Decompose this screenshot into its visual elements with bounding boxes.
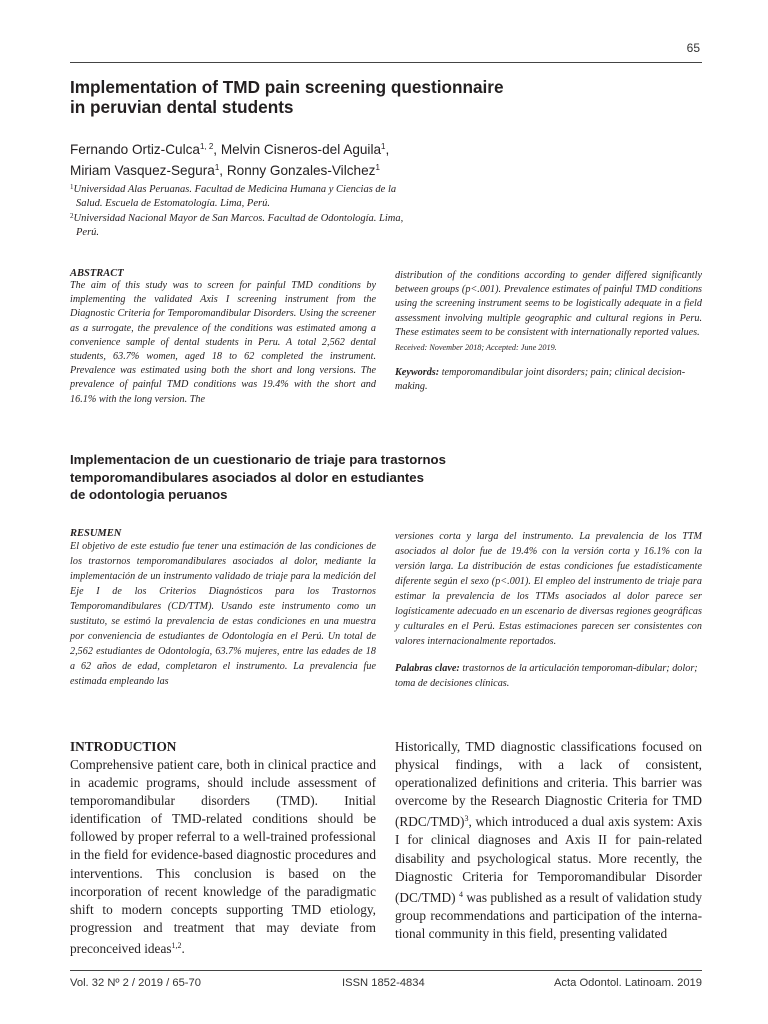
resumen-text-left: El objetivo de este estudio fue tener una estimación de las condiciones de los trastornos temporomandibulares asociados al dolor, mediante la implementación de un instrumento validado de triaje para la medición del Eje I de los Criterios Diagnósticos para los Trastornos Temporomandibulares (CD/TTM). Usando este instrumento como un sustituto, se estimó la prevalencia de estas condiciones en una muestra por conveniencia de estudiantes de Odontología en el Perú. Un total de 2,562 estudiantes de Odontología, 63.7% mujeres, entre las edades de 18 a 62 años de edad, completaron el instrumento. La prevalencia fue estimada empleando las	[70, 541, 376, 687]
author-list	[70, 138, 630, 180]
resumen-right-column	[395, 529, 702, 691]
title-es-line-3: de odontologia peruanos	[70, 487, 228, 502]
citation-ref: 3	[464, 814, 469, 824]
introduction-text: Historically, TMD diagnostic classifications focused on physical findings, with a lack of consistent, operationalized definitions and criteria. This barrier was overcome by the Research Diagnostic Criteria for TMD (RDC/TMD)	[395, 739, 702, 830]
footer-issn: ISSN 1852-4834	[342, 977, 425, 989]
resumen-heading: RESUMEN	[70, 528, 122, 539]
citation-ref: 1,2	[171, 940, 182, 950]
author-name: Miriam Vasquez-Segura	[70, 163, 215, 178]
affiliations	[70, 181, 410, 239]
title-line-1: Implementation of TMD pain screening questionnaire	[70, 77, 504, 97]
affiliation-text: Universidad Alas Peruanas. Facultad de Medicina Humana y Ciencias de la Salud. Escuela de Estomatología. Lima, Perú.	[73, 184, 397, 209]
abstract-left-column	[70, 268, 376, 407]
introduction-paragraph-2	[395, 738, 702, 943]
page-number: 65	[686, 41, 700, 55]
palabras-clave-text: trastornos de la articulación temporoman-dibular; dolor; toma de decisiones clínicas.	[395, 663, 698, 689]
footer-volume: Vol. 32 Nº 2 / 2019 / 65-70	[70, 977, 201, 989]
introduction-text: was published as a result of validation study group recommendations and participation of the interna-tional community in this field, presenting validated	[395, 889, 702, 941]
resumen-text-right: versiones corta y larga del instrumento. La prevalencia de los TTM asociados al dolor fue de 19.4% con la versión corta y 16.1% con la versión larga. La distribución de estas condiciones fue estadísticamente diferente según el sexo (p<.001). El empleo del instrumento de triaje para estimar la prevalencia de los TTMs asociados al dolor parece ser logísticamente adecuado en un escenario de diversas regiones geográficas y culturales en el Perú. Estas estimaciones parecen ser consistentes con valores internacionalmente reportados.	[395, 531, 702, 647]
received-accepted-dates: Received: November 2018; Accepted: June 2019.	[395, 343, 557, 353]
introduction-heading: INTRODUCTION	[70, 739, 177, 754]
author-line-2	[70, 159, 630, 180]
author-affil-ref: 1	[381, 142, 386, 151]
keywords-label: Keywords:	[395, 367, 440, 379]
affiliation-item	[70, 210, 410, 239]
article-title-spanish	[70, 451, 590, 504]
introduction-left-column	[70, 738, 376, 958]
abstract-right-column	[395, 269, 702, 394]
header-rule	[70, 62, 702, 63]
footer-rule	[70, 970, 702, 971]
article-title-english	[70, 77, 630, 117]
introduction-text: Comprehensive patient care, both in clinical practice and in academic programs, should include assessment of temporomandibular disorders (TMD). Initial identification of TMD-related conditions should be followed by proper referral to a well-trained professional in the field for evidence-based diagnostic procedures and interventions. This conclusion is based on the incorporation of recent knowledge of the paradigmatic shift to modern concepts supporting TMD etiology, progression and treatment that may deviate from preconceived ideas	[70, 757, 376, 956]
abstract-text-left: The aim of this study was to screen for painful TMD conditions by implementing the validated Axis I screening instrument from the Diagnostic Criteria for Temporomandibular Disorders. Using the screener as a surrogate, the prevalence of the conditions was estimated among a convenience sample of dental students in Peru. A total 2,562 dental students, 63.7% women, aged 18 to 62 completed the instrument. Prevalence was estimated using both the short and long versions. The prevalence of painful TMD conditions was 19.4% with the short and 16.1% with the long version. The	[70, 280, 376, 405]
author-line-1	[70, 138, 630, 159]
citation-ref: 4	[458, 889, 463, 899]
affiliation-item	[70, 181, 410, 210]
introduction-right-column	[395, 738, 702, 943]
author-affil-ref: 1	[375, 163, 380, 172]
author-separator: ,	[213, 142, 221, 157]
author-separator: ,	[385, 142, 390, 157]
palabras-clave	[395, 661, 702, 691]
footer-journal: Acta Odontol. Latinoam. 2019	[553, 977, 702, 989]
resumen-left-column	[70, 528, 376, 689]
affiliation-number: 2	[70, 212, 74, 220]
author-name: Ronny Gonzales-Vilchez	[226, 163, 376, 178]
author-affil-ref: 1, 2	[199, 142, 214, 151]
author-separator: ,	[219, 163, 227, 178]
introduction-paragraph-1	[70, 756, 376, 958]
keywords-text: temporomandibular joint disorders; pain; clinical decision-making.	[395, 367, 686, 393]
introduction-text-end: .	[181, 940, 185, 956]
introduction-text: , which introduced a dual axis system: Axis I for clinical diagnoses and Axis II for pain-related disability and psychological status. More recently, the Diagnostic Criteria for Temporomandibular Disorder (DC/TMD)	[395, 814, 702, 905]
abstract-heading: ABSTRACT	[70, 268, 124, 279]
palabras-clave-label: Palabras clave:	[395, 663, 460, 674]
author-name: Fernando Ortiz-Culca	[70, 142, 200, 157]
abstract-text-right: distribution of the conditions according to gender differed significantly between groups (p<.001). Prevalence estimates of painful TMD conditions using the screening instrument seems to be logistically adequate in a field assessment involving multiple geographic and cultural regions in Peru. These estimates seem to be consistent with internationally reported values.	[395, 270, 702, 338]
title-es-line-2: temporomandibulares asociados al dolor en estudiantes	[70, 469, 424, 485]
author-affil-ref: 1	[214, 163, 220, 172]
affiliation-number: 1	[70, 183, 74, 191]
affiliation-text: Universidad Nacional Mayor de San Marcos. Facultad de Odontología. Lima, Perú.	[73, 213, 404, 238]
title-es-line-1: Implementacion de un cuestionario de triaje para trastornos	[70, 452, 446, 467]
keywords	[395, 366, 702, 394]
title-line-2: in peruvian dental students	[70, 97, 294, 117]
author-name: Melvin Cisneros-del Aguila	[220, 142, 382, 157]
